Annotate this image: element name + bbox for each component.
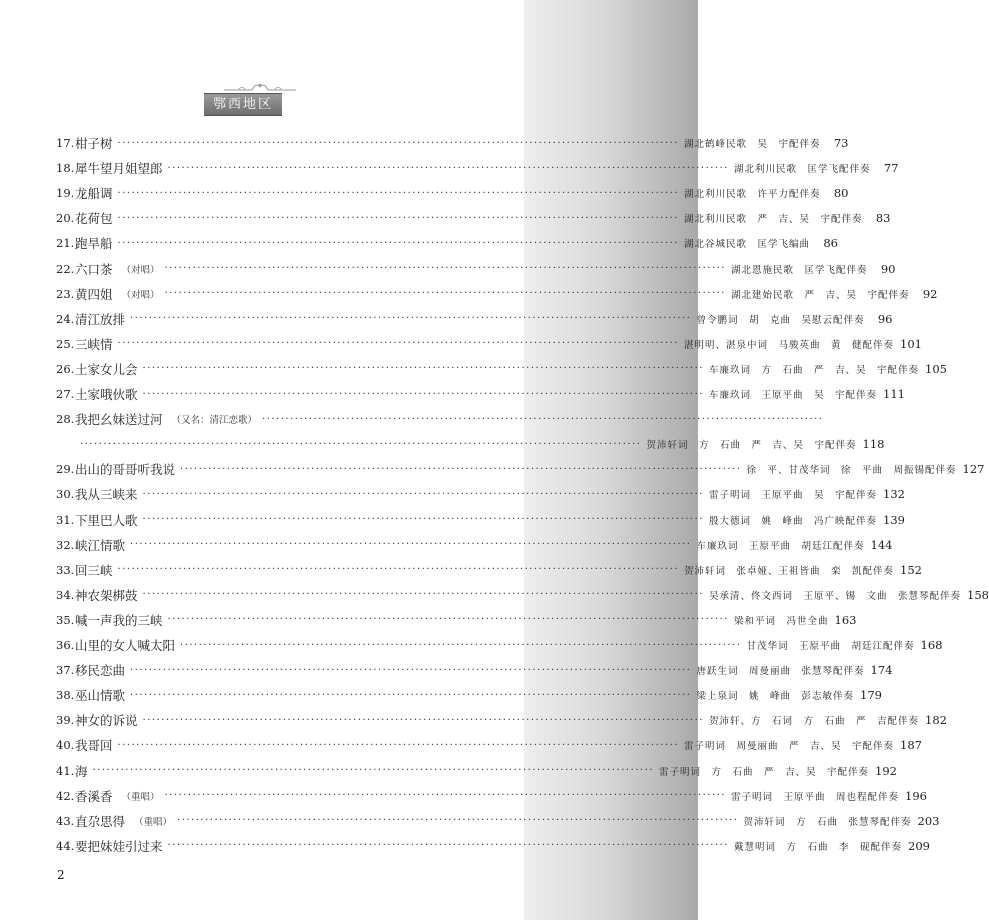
leader-dots: ························································································································ [117, 237, 679, 249]
leader-dots: ························································································································ [164, 288, 726, 300]
entry-title: 土家女儿会 [75, 361, 138, 377]
entry-number: 35. [56, 612, 75, 627]
entry-page: 179 [860, 688, 882, 703]
toc-entry[interactable] [56, 786, 927, 806]
entry-credit: 雷子明词 方 石曲 严 吉、吴 宇配伴奏 [658, 766, 869, 778]
entry-page: 111 [883, 387, 905, 401]
toc-entry[interactable] [56, 535, 893, 555]
entry-page: 101 [900, 336, 922, 351]
entry-credit: 湖北恩施民歌 匡学飞配伴奏 [730, 264, 868, 276]
entry-credit: 贺沛轩词 方 石曲 张慧琴配伴奏 [743, 816, 912, 828]
entry-title: 下里巴人歌 [75, 512, 138, 528]
ornament-icon [222, 80, 298, 94]
entry-number: 18. [56, 161, 75, 176]
page-number: 2 [57, 868, 65, 882]
entry-number: 21. [56, 236, 75, 251]
leader-dots: ························································································································ [142, 714, 704, 726]
entry-title: 我哥回 [75, 738, 113, 754]
entry-note: （又名：清江恋歌） [171, 415, 258, 427]
entry-title: 我从三峡来 [75, 487, 138, 503]
leader-dots: ························································································································ [142, 514, 704, 525]
entry-credit: 雷子明词 王原平曲 周也程配伴奏 [730, 791, 899, 803]
toc-entry[interactable] [56, 208, 891, 228]
entry-page: 96 [877, 311, 893, 326]
toc-entry[interactable] [56, 409, 824, 429]
entry-credit: 曾令鹏词 胡 克曲 吴慰云配伴奏 [696, 314, 865, 326]
toc-entry[interactable] [56, 660, 893, 680]
entry-number: 44. [56, 838, 75, 853]
entry-title: 巫山情歌 [75, 688, 126, 704]
toc-entry[interactable] [56, 259, 896, 279]
entry-number: 26. [56, 361, 75, 376]
leader-dots: ························································································································ [117, 338, 679, 350]
section-header: 鄂西地区 [204, 93, 282, 116]
entry-number: 17. [56, 136, 75, 150]
entry-page: 77 [883, 161, 899, 176]
leader-dots: ························································································································ [130, 689, 692, 701]
entry-number: 28. [56, 412, 75, 427]
toc-entry[interactable] [56, 735, 922, 755]
toc-entry[interactable] [56, 685, 882, 705]
entry-credit: 殷大德词 姚 峰曲 冯广映配伴奏 [708, 515, 877, 527]
entry-number: 40. [56, 738, 75, 753]
toc-entry[interactable] [56, 334, 922, 354]
entry-page: 92 [922, 286, 938, 301]
entry-number: 24. [56, 311, 75, 326]
entry-number: 29. [56, 462, 75, 477]
toc-entry[interactable] [56, 610, 857, 630]
leader-dots: ························································································································ [167, 162, 729, 174]
leader-dots: ························································································································ [180, 463, 742, 475]
entry-page: 86 [823, 236, 838, 251]
entry-credit: 湖北鹤峰民歌 吴 宇配伴奏 [683, 139, 821, 150]
entry-number: 32. [56, 537, 75, 552]
entry-title: 直尕思得 [75, 813, 126, 829]
toc-entry[interactable] [56, 434, 885, 454]
entry-title: 神农架梆鼓 [75, 587, 138, 603]
entry-credit: 湛明明、湛泉中词 马骏英曲 黄 健配伴奏 [683, 339, 894, 351]
entry-title: 三峡情 [75, 336, 113, 352]
entry-number: 43. [56, 813, 75, 828]
leader-dots: ························································································································ [262, 413, 824, 425]
leader-dots: ························································································································ [180, 639, 742, 651]
entry-credit: 梁和平词 冯世全曲 [733, 615, 829, 627]
entry-page: 132 [883, 487, 905, 502]
leader-dots: ························································································································ [167, 614, 729, 626]
entry-credit: 唐跃生词 周曼丽曲 张慧琴配伴奏 [696, 666, 865, 678]
entry-page: 105 [925, 361, 947, 376]
toc-entry[interactable] [56, 309, 893, 329]
entry-page: 139 [883, 512, 905, 527]
leader-dots: ························································································································ [117, 187, 679, 199]
leader-dots: ························································································································ [117, 137, 679, 149]
entry-page: 168 [920, 638, 943, 652]
toc-entry[interactable] [56, 811, 940, 831]
entry-title: 龙船调 [75, 186, 113, 202]
toc-entry[interactable] [56, 284, 938, 304]
leader-dots: ························································································································ [117, 739, 679, 751]
entry-title: 出山的哥哥听我说 [75, 462, 176, 478]
entry-number: 34. [56, 587, 75, 602]
entry-title: 花荷包 [75, 211, 113, 227]
toc-entry[interactable] [56, 459, 985, 479]
entry-number: 25. [56, 336, 75, 351]
entry-title: 我把幺妹送过河 [75, 412, 163, 428]
entry-title: 山里的女人喊太阳 [75, 638, 176, 653]
entry-page: 187 [900, 738, 922, 753]
entry-title: 六口茶 [75, 261, 113, 277]
entry-credit: 车廉玖词 方 石曲 严 吉、吴 宇配伴奏 [708, 364, 919, 376]
entry-credit: 车廉玖词 王原平曲 胡廷江配伴奏 [696, 540, 865, 552]
entry-credit: 戴慧明词 方 石曲 李 砚配伴奏 [733, 841, 902, 853]
entry-title: 峡江情歌 [75, 537, 126, 553]
entry-credit: 徐 平、甘茂华词 徐 平曲 周振锡配伴奏 [746, 465, 957, 477]
entry-title: 犀牛望月姐望郎 [75, 161, 163, 177]
toc-entry[interactable] [56, 359, 947, 379]
entry-page: 174 [870, 663, 893, 678]
entry-title: 要把妹娃引过来 [75, 838, 163, 854]
entry-page: 144 [870, 537, 893, 552]
toc-entry[interactable] [56, 133, 849, 153]
leader-dots: ························································································································ [130, 664, 692, 676]
entry-credit: 贺沛轩词 张卓娅、王祖皆曲 栾 凯配伴奏 [683, 565, 894, 577]
entry-title: 回三峡 [75, 562, 113, 578]
leader-dots: ························································································································ [164, 790, 726, 802]
entry-credit: 雷子明词 周曼丽曲 严 吉、吴 宇配伴奏 [683, 741, 894, 753]
entry-number: 37. [56, 663, 75, 678]
entry-number: 42. [56, 788, 75, 803]
entry-credit: 贺沛轩、方 石词 方 石曲 严 吉配伴奏 [708, 716, 919, 728]
entry-title: 移民恋曲 [75, 663, 126, 679]
toc-entry[interactable] [56, 510, 905, 530]
entry-page: 163 [834, 612, 857, 627]
leader-dots: ························································································································ [142, 589, 704, 601]
entry-page: 80 [833, 186, 849, 201]
leader-dots: ························································································································ [130, 313, 692, 325]
entry-credit: 贺沛轩词 方 石曲 严 吉、吴 宇配伴奏 [646, 440, 857, 452]
toc-entry[interactable] [56, 384, 905, 404]
leader-dots: ························································································································ [92, 765, 654, 776]
toc-entry[interactable] [56, 158, 899, 178]
toc-entry[interactable] [56, 836, 930, 856]
entry-page: 152 [900, 562, 922, 577]
leader-dots: ························································································································ [142, 388, 704, 400]
entry-title: 黄四姐 [75, 286, 113, 302]
entry-credit: 湖北利川民歌 许平力配伴奏 [683, 189, 821, 201]
entry-title: 土家哦伙歌 [75, 387, 138, 402]
leader-dots: ························································································································ [142, 488, 704, 500]
entry-page: 118 [862, 437, 885, 452]
leader-dots: ························································································································ [117, 564, 679, 576]
toc-entry[interactable] [56, 233, 838, 253]
entry-number: 22. [56, 261, 75, 276]
entry-title: 喊一声我的三峡 [75, 612, 163, 628]
entry-note: （对唱） [121, 289, 160, 301]
entry-credit: 梁上泉词 姚 峰曲 彭志敏伴奏 [696, 691, 854, 703]
entry-number: 20. [56, 211, 75, 226]
entry-credit: 湖北建始民歌 严 吉、吴 宇配伴奏 [730, 289, 910, 301]
entry-note: （对唱） [121, 264, 160, 276]
entry-title: 神女的诉说 [75, 713, 138, 729]
entry-credit: 湖北利川民歌 匡学飞配伴奏 [733, 164, 871, 176]
entry-page: 209 [908, 838, 930, 853]
entry-number: 33. [56, 562, 75, 577]
leader-dots: ························································································································ [177, 815, 739, 827]
entry-page: 90 [880, 261, 896, 276]
leader-dots: ························································································································ [130, 539, 692, 551]
entry-number: 30. [56, 487, 75, 502]
entry-title: 跑旱船 [75, 236, 113, 252]
leader-dots: ························································································································ [142, 363, 704, 375]
entry-number: 38. [56, 688, 75, 703]
toc-entry[interactable] [56, 183, 849, 203]
leader-dots: ························································································································ [167, 840, 729, 852]
entry-number: 36. [56, 638, 75, 652]
entry-number: 19. [56, 186, 75, 201]
entry-number: 23. [56, 286, 75, 301]
entry-note: （重唱） [121, 791, 160, 803]
entry-number: 39. [56, 713, 75, 728]
entry-page: 196 [905, 788, 927, 803]
entry-title: 香溪香 [75, 788, 113, 804]
entry-title: 海 [75, 763, 88, 779]
toc-entry[interactable] [56, 484, 905, 504]
toc-entry[interactable] [56, 635, 943, 655]
entry-title: 清江放排 [75, 311, 126, 327]
entry-note: （重唱） [134, 816, 173, 828]
toc-entry[interactable] [56, 560, 922, 580]
toc-entry[interactable] [56, 585, 989, 605]
entry-credit: 雷子明词 王原平曲 吴 宇配伴奏 [708, 490, 877, 502]
entry-page: 192 [875, 763, 897, 778]
entry-page: 83 [875, 211, 891, 226]
entry-credit: 湖北谷城民歌 匡学飞编曲 [683, 239, 810, 251]
entry-page: 127 [962, 462, 985, 477]
entry-credit: 吴承清、佟文西词 王原平、锡 文曲 张慧琴配伴奏 [708, 590, 961, 602]
entry-page: 73 [833, 136, 849, 150]
entry-number: 27. [56, 387, 75, 401]
toc-entry[interactable] [56, 710, 947, 730]
leader-dots: ························································································································ [117, 212, 679, 224]
entry-title: 柑子树 [75, 136, 113, 151]
entry-credit: 车廉玖词 王原平曲 吴 宇配伴奏 [708, 390, 877, 401]
entry-credit: 甘茂华词 王原平曲 胡廷江配伴奏 [746, 641, 915, 652]
toc-entry[interactable] [56, 761, 897, 781]
entry-credit: 湖北利川民歌 严 吉、吴 宇配伴奏 [683, 214, 863, 226]
entry-number: 31. [56, 512, 75, 527]
entry-page: 182 [925, 713, 947, 728]
entry-number: 41. [56, 763, 75, 778]
leader-dots: ························································································································ [164, 263, 726, 274]
entry-page: 158 [967, 587, 989, 602]
leader-dots: ························································································································ [80, 438, 642, 450]
entry-page: 203 [917, 813, 940, 828]
